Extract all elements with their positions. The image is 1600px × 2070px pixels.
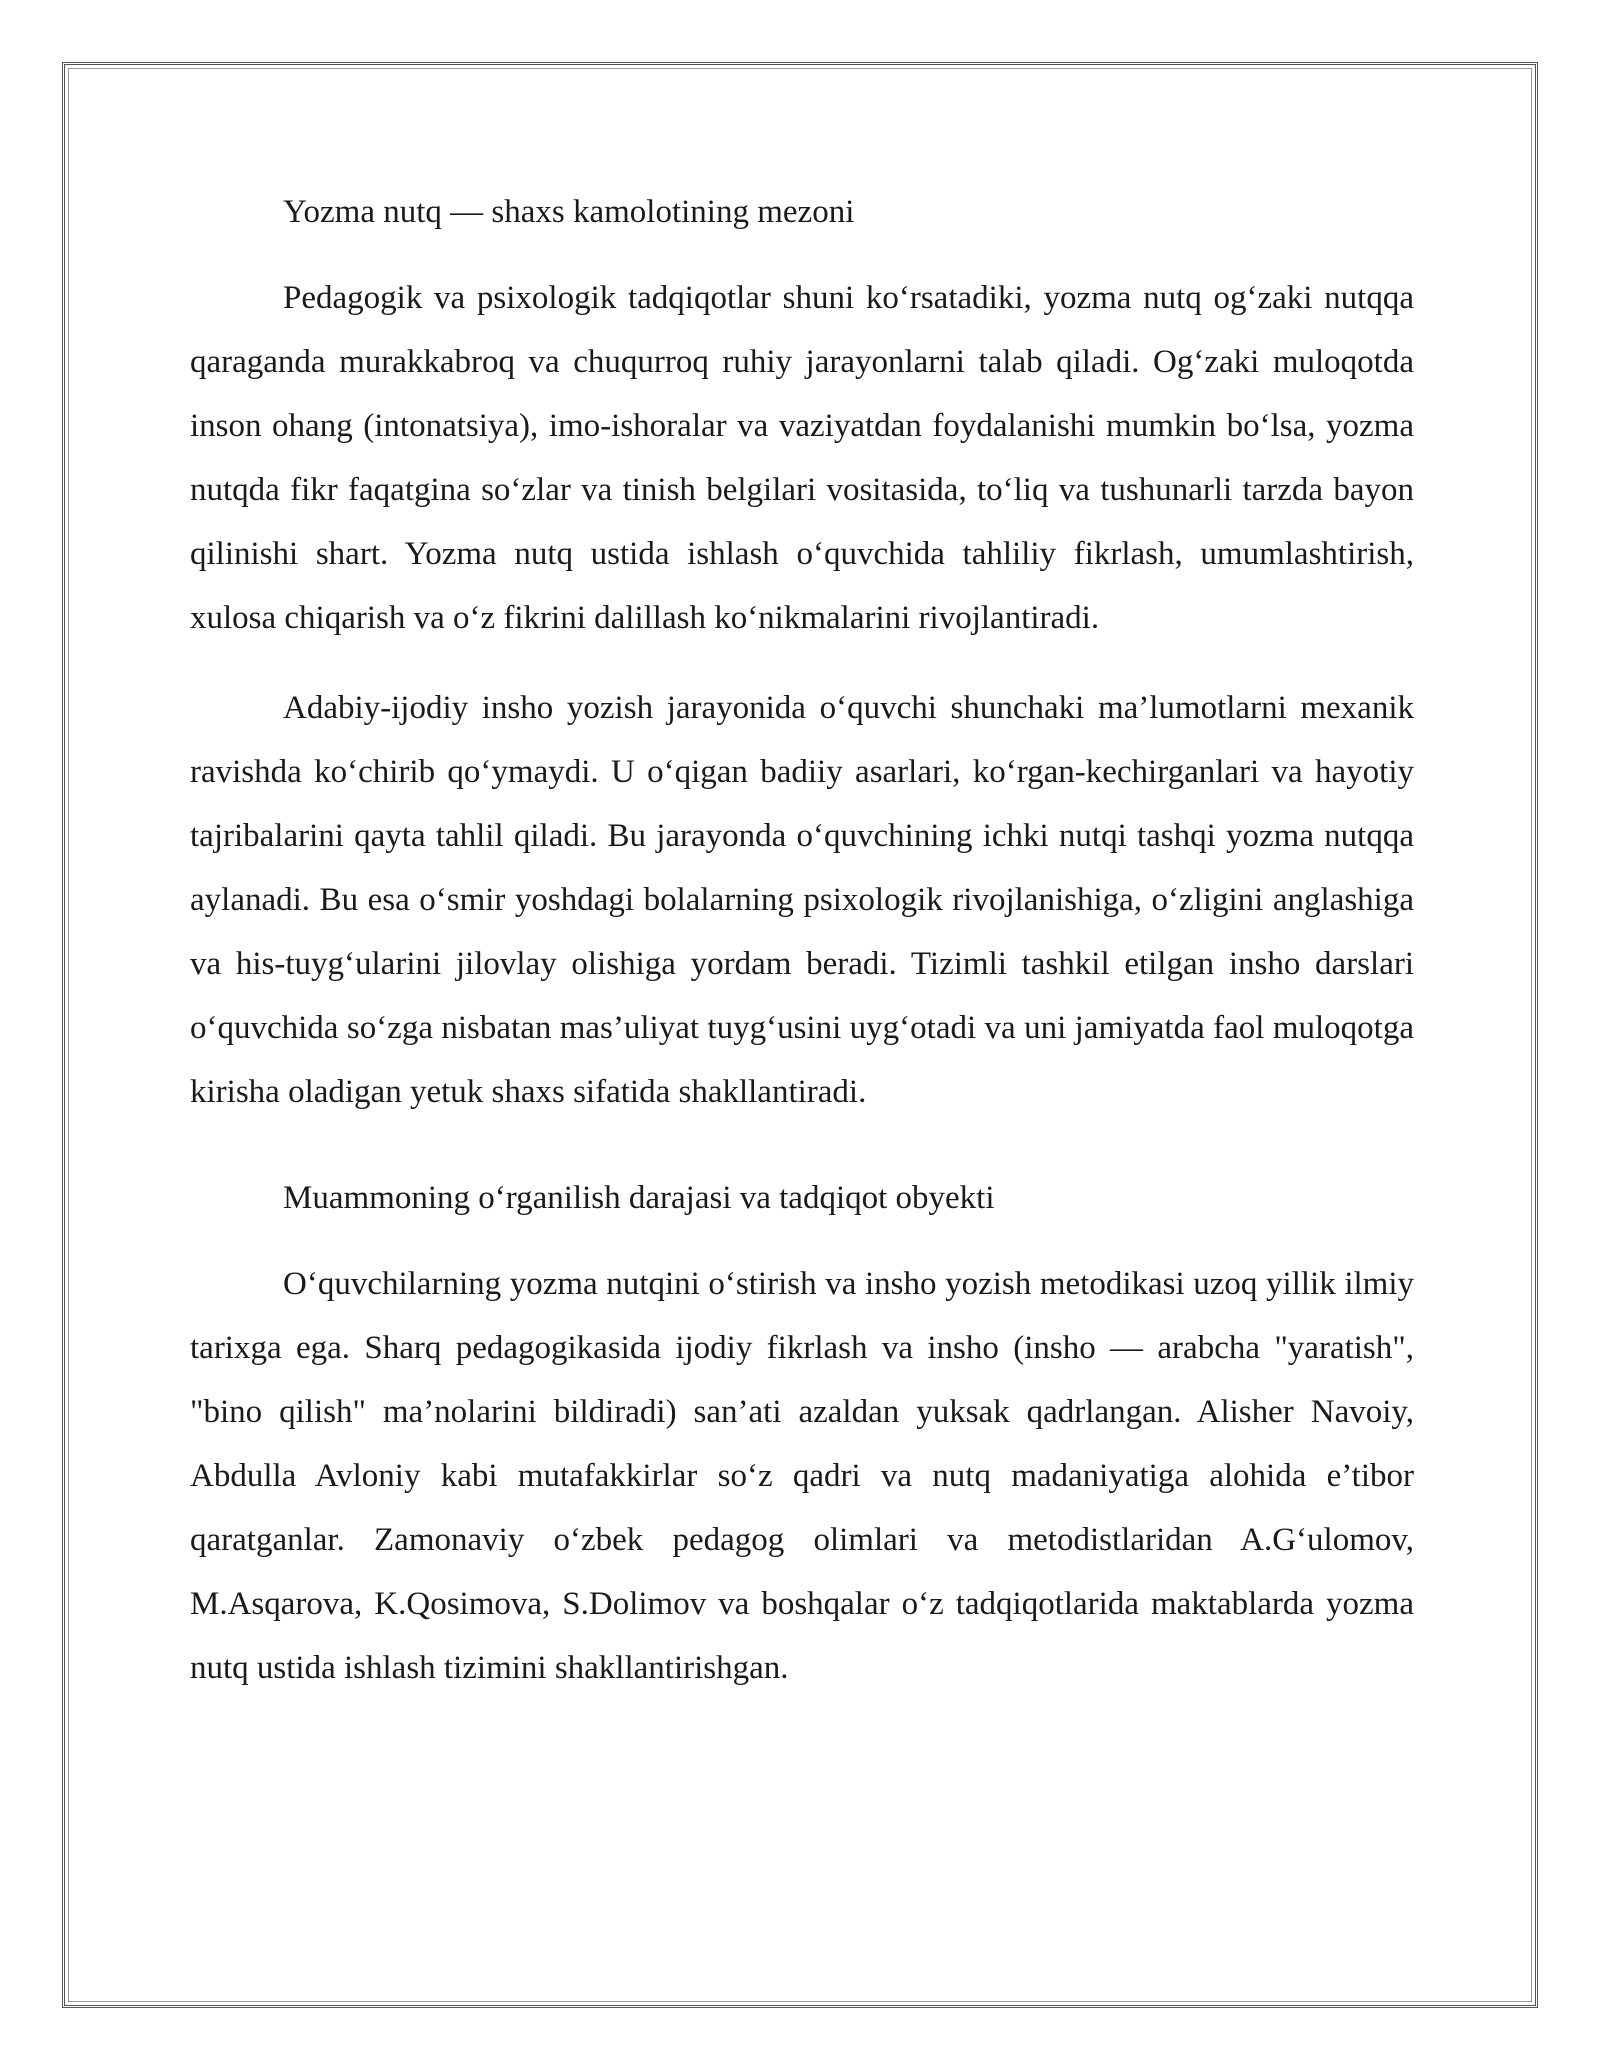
- paragraph: Pedagogik va psixologik tadqiqotlar shuni ko‘rsatadiki, yozma nutq og‘zaki nutqqa qaraganda murakkabroq va chuqurroq ruhiy jarayonlarni talab qiladi. Og‘zaki muloqotda inson ohang (intonatsiya), imo-ishoralar va vaziyatdan foydalanishi mumkin bo‘lsa, yozma nutqda fikr faqatgina so‘zlar va tinish belgilari vositasida, to‘liq va tushunarli tarzda bayon qilinishi shart. Yozma nutq ustida ishlash o‘quvchida tahliliy fikrlash, umumlashtirish, xulosa chiqarish va o‘z fikrini dalillash ko‘nikmalarini rivojlantiradi.: [190, 280, 1414, 636]
- section-heading: Muammoning o‘rganilish darajasi va tadqiqot obyekti: [283, 1180, 995, 1216]
- paragraph: O‘quvchilarning yozma nutqini o‘stirish va insho yozish metodikasi uzoq yillik ilmiy tarixga ega. Sharq pedagogikasida ijodiy fikrlash va insho (insho — arabcha "yaratish", "bino qilish" ma’nolarini bildiradi) san’ati azaldan yuksak qadrlangan. Alisher Navoiy, Abdulla Avloniy kabi mutafakkirlar so‘z qadri va nutq madaniyatiga alohida e’tibor qaratganlar. Zamonaviy o‘zbek pedagog olimlari va metodistlaridan A.G‘ulomov, M.Asqarova, K.Qosimova, S.Dolimov va boshqalar o‘z tadqiqotlarida maktablarda yozma nutq ustida ishlash tizimini shakllantirishgan.: [190, 1266, 1414, 1686]
- section-heading: Yozma nutq — shaxs kamolotining mezoni: [283, 194, 855, 230]
- document-body: [190, 180, 1414, 1700]
- paragraph: Adabiy-ijodiy insho yozish jarayonida o‘quvchi shunchaki ma’lumotlarni mexanik ravishda ko‘chirib qo‘ymaydi. U o‘qigan badiiy asarlari, ko‘rgan-kechirganlari va hayotiy tajribalarini qayta tahlil qiladi. Bu jarayonda o‘quvchining ichki nutqi tashqi yozma nutqqa aylanadi. Bu esa o‘smir yoshdagi bolalarning psixologik rivojlanishiga, o‘zligini anglashiga va his-tuyg‘ularini jilovlay olishiga yordam beradi. Tizimli tashkil etilgan insho darslari o‘quvchida so‘zga nisbatan mas’uliyat tuyg‘usini uyg‘otadi va uni jamiyatda faol muloqotga kirisha oladigan yetuk shaxs sifatida shakllantiradi.: [190, 690, 1414, 1110]
